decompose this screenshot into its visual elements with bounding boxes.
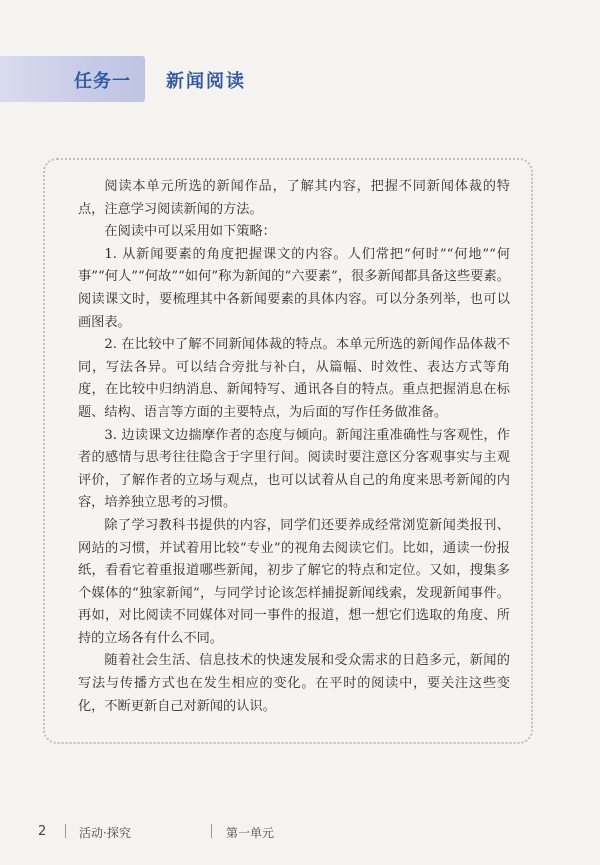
page-number: 2: [38, 824, 47, 839]
footer-divider: [65, 824, 66, 838]
task-title: 新闻阅读: [166, 71, 246, 92]
footer-divider: [211, 824, 212, 838]
task-label: 任务一: [74, 71, 131, 92]
page-footer: [0, 822, 600, 842]
body-text: [78, 176, 510, 718]
paragraph-strategy-1: 1. 从新闻要素的角度把握课文的内容。人们常把“何时”“何地”“何事”“何人”“何故”“如何”称为新闻的“六要素”，很多新闻都具备这些要素。阅读课文时，要梳理其中各新闻要素的具体内容。可以分条列举，也可以画图表。: [78, 246, 510, 330]
footer-section: 活动·探究: [79, 826, 131, 840]
paragraph-strategy-lead: 在阅读中可以采用如下策略：: [104, 224, 276, 240]
paragraph-intro: 阅读本单元所选的新闻作品，了解其内容，把握不同新闻体裁的特点，注意学习阅读新闻的方法。: [78, 179, 510, 217]
paragraph-extra-reading: 除了学习教科书提供的内容，同学们还要养成经常浏览新闻类报刊、网站的习惯，并试着用比较“专业”的视角去阅读它们。比如，通读一份报纸，看看它着重报道哪些新闻，初步了解它的特点和定位。又如，搜集多个媒体的“独家新闻”，与同学讨论该怎样捕捉新闻线索，发现新闻事件。再如，对比阅读不同媒体对同一事件的报道，想一想它们选取的角度、所持的立场各有什么不同。: [78, 517, 510, 646]
footer-unit: 第一单元: [226, 826, 275, 840]
paragraph-strategy-3: 3. 边读课文边揣摩作者的态度与倾向。新闻注重准确性与客观性，作者的感情与思考往往隐含于字里行间。阅读时要注意区分客观事实与主观评价，了解作者的立场与观点，也可以试着从自己的角度来思考新闻的内容，培养独立思考的习惯。: [78, 427, 510, 511]
task-header: [0, 56, 600, 102]
paragraph-strategy-2: 2. 在比较中了解不同新闻体裁的特点。本单元所选的新闻作品体裁不同，写法各异。可以结合旁批与补白，从篇幅、时效性、表达方式等角度，在比较中归纳消息、新闻特写、通讯各自的特点。重点把握消息在标题、结构、语言等方面的主要特点，为后面的写作任务做准备。: [78, 337, 510, 420]
paragraph-conclusion: 随着社会生活、信息技术的快速发展和受众需求的日趋多元，新闻的写法与传播方式也在发生相应的变化。在平时的阅读中，要关注这些变化，不断更新自己对新闻的认识。: [78, 653, 510, 714]
task-tab: [0, 56, 145, 102]
